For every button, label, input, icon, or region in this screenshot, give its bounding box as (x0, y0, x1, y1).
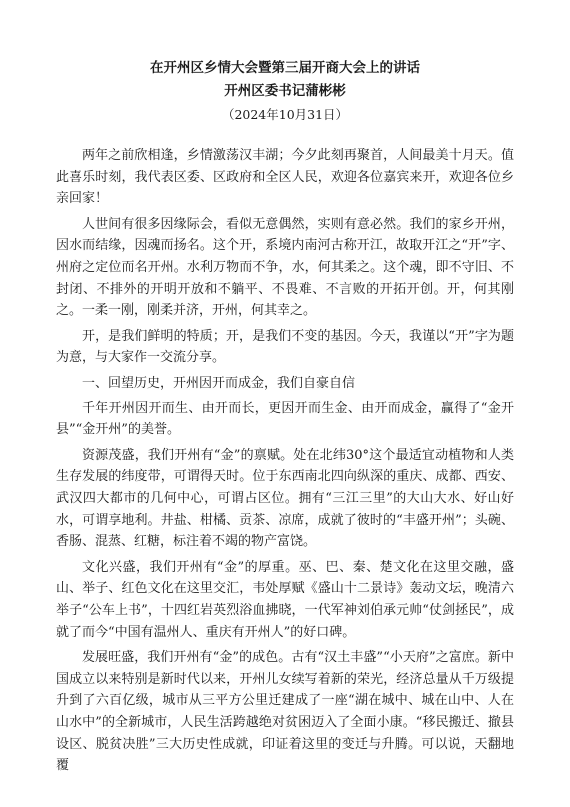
paragraph-development: 发展旺盛，我们开州有“金”的成色。古有“汉土丰盛”“小天府”之富庶。新中国成立以来特别是新时代以来，开州儿女续写着新的荣光，经济总量从千万级提升到了六百亿级，城市从三平方公里迁建成了一座“湖在城中、城在山中、人在山水中”的全新城市，人民生活跨越绝对贫困迈入了全面小康。“移民搬迁、撤县设区、脱贫决胜”三大历史性成就，印证着这里的变迁与升腾。可以说，天翻地覆 (56, 649, 514, 774)
paragraph-resources: 资源茂盛，我们开州有“金”的禀赋。处在北纬30°这个最适宜动植物和人类生存发展的纬度带，可谓得天时。位于东西南北四向纵深的重庆、成都、西安、武汉四大都市的几何中心，可谓占区位。拥有“三江三里”的大山大水、好山好水，可谓享地利。井盐、柑橘、贡茶、凉席，成就了彼时的“丰盛开州”；头碗、香肠、混蒸、红糖，标注着不竭的物产富饶。 (56, 447, 514, 550)
document-date: （2024年10月31日） (221, 107, 349, 122)
document-title: 在开州区乡情大会暨第三届开商大会上的讲话 (150, 60, 420, 76)
paragraph-theme: 开，是我们鲜明的特质；开，是我们不变的基因。今天，我谨以“开”字为题为意，与大家作一交流分享。 (56, 328, 514, 366)
paragraph-karma: 人世间有很多因缘际会，看似无意偶然，实则有意必然。我们的家乡开州，因水而结缘，因魂而扬名。这个开，系境内南河古称开江，故取开江之“开”字、州府之定位而名开州。水利万物而不争，水，何其柔之。这个魂，即不守旧、不封闭、不排外的开明开放和不躺平、不畏难、不言败的开拓开创。开，何其刚之。一柔一刚，刚柔并济，开州，何其幸之。 (56, 216, 514, 319)
paragraph-golden-reputation: 千年开州因开而生、由开而长，更因开而生金、由开而成金，赢得了“金开县”“金开州”的美誉。 (56, 400, 514, 438)
document-author: 开州区委书记蒲彬彬 (224, 83, 346, 99)
paragraph-culture: 文化兴盛，我们开州有“金”的厚重。巫、巴、秦、楚文化在这里交融，盛山、举子、红色文化在这里交汇，韦处厚赋《盛山十二景诗》轰动文坛，晚清六举子“公车上书”，十四红岩英烈浴血拂晓，一代军神刘伯承元帅“仗剑拯民”，成就了而今“中国有温州人、重庆有开州人”的好口碑。 (56, 559, 514, 640)
paragraph-opening: 两年之前欣相逢，乡情激荡汉丰湖；今夕此刻再聚首，人间最美十月天。值此喜乐时刻，我代表区委、区政府和全区人民，欢迎各位嘉宾来开，欢迎各位乡亲回家！ (56, 148, 514, 207)
section-heading: 一、回望历史，开州因开而成金，我们自豪自信 (82, 375, 356, 391)
